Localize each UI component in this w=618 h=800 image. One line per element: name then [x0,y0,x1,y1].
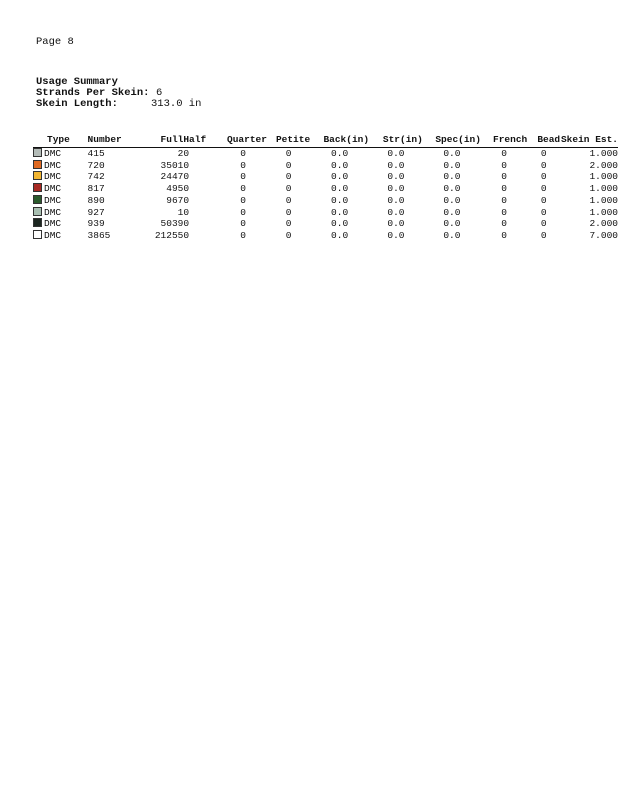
special-length: 0.0 [443,183,461,195]
full-count: 3501 [160,159,184,171]
thread-type: DMC [44,229,62,241]
half-count: 0 [183,183,190,195]
thread-number: 927 [87,206,105,218]
bead-count: 0 [540,148,547,159]
thread-number: 3865 [87,229,111,241]
bead-count: 0 [540,229,547,241]
table-body [33,148,618,242]
header-bead: Bead [527,134,560,148]
strands-label: Strands Per Skein: [36,87,150,99]
header-half: Half [183,134,219,148]
petite-count: 0 [285,206,292,218]
bead-count: 0 [540,183,547,195]
petite-count: 0 [285,229,292,241]
quarter-count: 0 [240,229,246,241]
color-swatch [33,183,42,192]
thread-number: 817 [87,183,105,195]
special-length: 0.0 [443,148,461,159]
french-count: 0 [501,183,507,195]
summary-title: Usage Summary [36,76,118,88]
full-count: 495 [166,183,184,195]
skein-estimate: 2.000 [589,218,618,230]
back-length: 0.0 [331,183,349,195]
full-count: 2 [177,148,184,159]
strands-value: 6 [156,87,163,99]
half-count: 0 [183,218,190,230]
straight-length: 0.0 [387,194,405,206]
bead-count: 0 [540,218,547,230]
half-count: 0 [183,206,190,218]
quarter-count: 0 [240,206,246,218]
table-row [33,230,618,242]
bead-count: 0 [540,194,547,206]
thread-number: 720 [87,159,105,171]
type-cell [33,183,88,195]
french-count: 0 [501,148,507,159]
quarter-count: 0 [240,218,246,230]
color-swatch [33,230,42,239]
full-count: 5039 [160,218,184,230]
straight-length: 0.0 [387,159,405,171]
special-length: 0.0 [443,171,461,183]
thread-type: DMC [44,183,62,195]
table-row [33,207,618,219]
skein-length-value: 313.0 in [151,98,202,110]
usage-summary [36,77,201,110]
quarter-count: 0 [240,159,246,171]
french-count: 0 [501,206,507,218]
table-row [33,148,618,160]
bead-count: 0 [540,171,547,183]
color-swatch [33,207,42,216]
page-number: Page 8 [36,36,74,48]
special-length: 0.0 [443,229,461,241]
quarter-count: 0 [240,148,246,159]
petite-count: 0 [285,171,292,183]
french-count: 0 [501,171,507,183]
back-length: 0.0 [331,218,349,230]
thread-type: DMC [44,171,62,183]
full-count: 967 [166,194,184,206]
header-str: Str(in) [369,134,423,148]
petite-count: 0 [285,218,292,230]
header-spec: Spec(in) [423,134,481,148]
header-skein-est: Skein Est. [560,134,618,148]
thread-number: 890 [87,194,105,206]
header-type: Type [33,134,88,148]
full-count: 1 [177,206,184,218]
thread-type: DMC [44,194,62,206]
straight-length: 0.0 [387,148,405,159]
skein-length-label: Skein Length: [36,98,118,110]
back-length: 0.0 [331,206,349,218]
quarter-count: 0 [240,183,246,195]
skein-estimate: 7.000 [589,229,618,241]
table-header-row [33,134,618,148]
back-length: 0.0 [331,148,349,159]
thread-type: DMC [44,218,62,230]
straight-length: 0.0 [387,229,405,241]
straight-length: 0.0 [387,206,405,218]
thread-type: DMC [44,159,62,171]
full-count: 2447 [160,171,184,183]
back-length: 0.0 [331,171,349,183]
header-french: French [481,134,527,148]
straight-length: 0.0 [387,183,405,195]
back-length: 0.0 [331,194,349,206]
straight-length: 0.0 [387,218,405,230]
special-length: 0.0 [443,206,461,218]
header-number: Number [88,134,136,148]
back-length: 0.0 [331,159,349,171]
header-quarter: Quarter [219,134,267,148]
petite-count: 0 [285,148,292,159]
color-swatch [33,148,42,157]
back-length: 0.0 [331,229,349,241]
french-count: 0 [501,218,507,230]
petite-count: 0 [285,183,292,195]
french-count: 0 [501,229,507,241]
table-row [33,218,618,230]
thread-number: 939 [87,218,105,230]
table-row [33,195,618,207]
color-swatch [33,171,42,180]
skein-estimate: 2.000 [589,159,618,171]
french-count: 0 [501,194,507,206]
half-count: 0 [183,229,190,241]
special-length: 0.0 [443,194,461,206]
full-count: 21255 [154,229,184,241]
table-row [33,183,618,195]
special-length: 0.0 [443,159,461,171]
straight-length: 0.0 [387,171,405,183]
half-count: 0 [183,194,190,206]
type-cell [33,218,88,230]
type-cell [33,160,88,172]
skein-estimate: 1.000 [589,183,618,195]
type-cell [33,148,88,160]
skein-estimate: 1.000 [589,194,618,206]
color-swatch [33,195,42,204]
skein-estimate: 1.000 [589,206,618,218]
table-row [33,171,618,183]
thread-number: 415 [87,148,105,159]
table-row [33,160,618,172]
quarter-count: 0 [240,171,246,183]
thread-type: DMC [44,148,62,159]
type-cell [33,171,88,183]
skein-estimate: 1.000 [589,171,618,183]
type-cell [33,195,88,207]
special-length: 0.0 [443,218,461,230]
header-back: Back(in) [310,134,369,148]
header-full: Full [135,134,183,148]
type-cell [33,230,88,242]
type-cell [33,207,88,219]
thread-number: 742 [87,171,105,183]
thread-usage-table [33,134,618,242]
bead-count: 0 [540,206,547,218]
quarter-count: 0 [240,194,246,206]
french-count: 0 [501,159,507,171]
half-count: 0 [183,148,190,159]
bead-count: 0 [540,159,547,171]
half-count: 0 [183,171,190,183]
half-count: 0 [183,159,190,171]
skein-estimate: 1.000 [589,148,618,159]
color-swatch [33,160,42,169]
petite-count: 0 [285,194,292,206]
petite-count: 0 [285,159,292,171]
color-swatch [33,218,42,227]
thread-type: DMC [44,206,62,218]
header-petite: Petite [267,134,310,148]
